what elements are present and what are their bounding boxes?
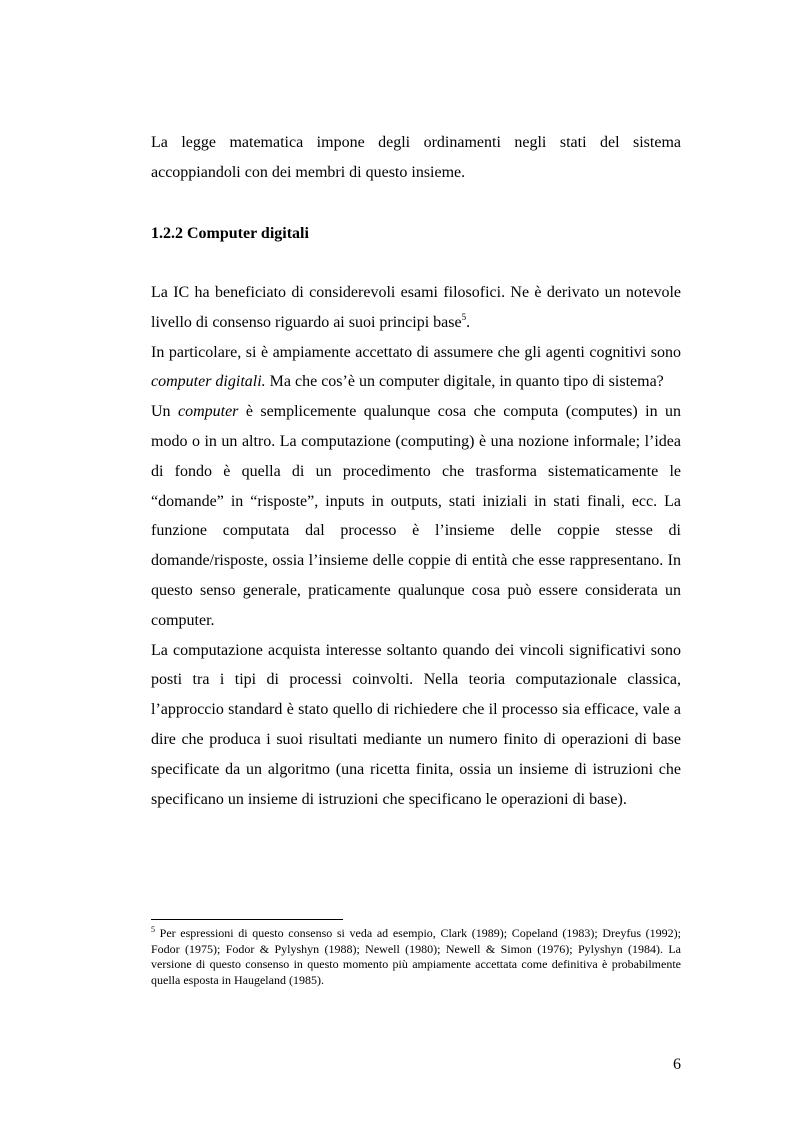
- footnote-text: Per espressioni di questo consenso si veda ad esempio, Clark (1989); Copeland (1983); Dreyfus (1992); Fodor (1975); Fodor & Pylyshyn (1988); Newell (1980); Newell & Simon (1976); Pylyshyn (1984). La versione di questo consenso in questo momento più ampiamente accettata come definitiva è probabilmente quella esposta in Haugeland (1985).: [151, 926, 681, 987]
- paragraph-2-after: Ma che cos’è un computer digitale, in quanto tipo di sistema?: [265, 373, 664, 391]
- paragraph-1-end: .: [466, 313, 471, 331]
- paragraph-3-before: Un: [151, 403, 178, 421]
- paragraph-3: [151, 397, 681, 635]
- paragraph-3-after: è semplicemente qualunque cosa che computa (computes) in un modo o in un altro. La computazione (computing) è una nozione informale; l’idea di fondo è quella di un procedimento che trasforma sistematicamente le “domande” in “risposte”, inputs in outputs, stati iniziali in stati finali, ecc. La funzione computata dal processo è l’insieme delle coppie stesse di domande/risposte, ossia l’insieme delle coppie di entità che esse rappresentano. In questo senso generale, praticamente qualunque cosa può essere considerata un computer.: [151, 403, 681, 629]
- paragraph-2-before: In particolare, si è ampiamente accettato di assumere che gli agenti cognitivi sono: [151, 343, 681, 361]
- intro-paragraph: [151, 128, 681, 188]
- page-number: 6: [673, 1056, 681, 1073]
- paragraph-text: La legge matematica impone degli ordinamenti negli stati del sistema accoppiandoli con dei membri di questo insieme.: [151, 134, 681, 181]
- footnote-separator: [151, 919, 343, 920]
- paragraph-1: [151, 278, 681, 338]
- footnote-reference[interactable]: 5: [461, 311, 467, 322]
- footnote: [151, 926, 681, 988]
- paragraph-2: [151, 338, 681, 398]
- paragraph-3-italic: computer: [177, 403, 239, 421]
- paragraph-2-italic: computer digitali.: [151, 373, 266, 391]
- paragraph-1-text: La IC ha beneficiato di considerevoli esami filosofici. Ne è derivato un notevole livello di consenso riguardo ai suoi principi base: [151, 284, 681, 331]
- body-text: [151, 278, 681, 814]
- section-heading: 1.2.2 Computer digitali: [151, 225, 309, 242]
- footnote-number: 5: [151, 925, 155, 934]
- paragraph-4: La computazione acquista interesse soltanto quando dei vincoli significativi sono posti tra i tipi di processi coinvolti. Nella teoria computazionale classica, l’approccio standard è stato quello di richiedere che il processo sia efficace, vale a dire che produca i suoi risultati mediante un numero finito di operazioni di base specificate da un algoritmo (una ricetta finita, ossia un insieme di istruzioni che specificano un insieme di istruzioni che specificano le operazioni di base).: [151, 641, 681, 808]
